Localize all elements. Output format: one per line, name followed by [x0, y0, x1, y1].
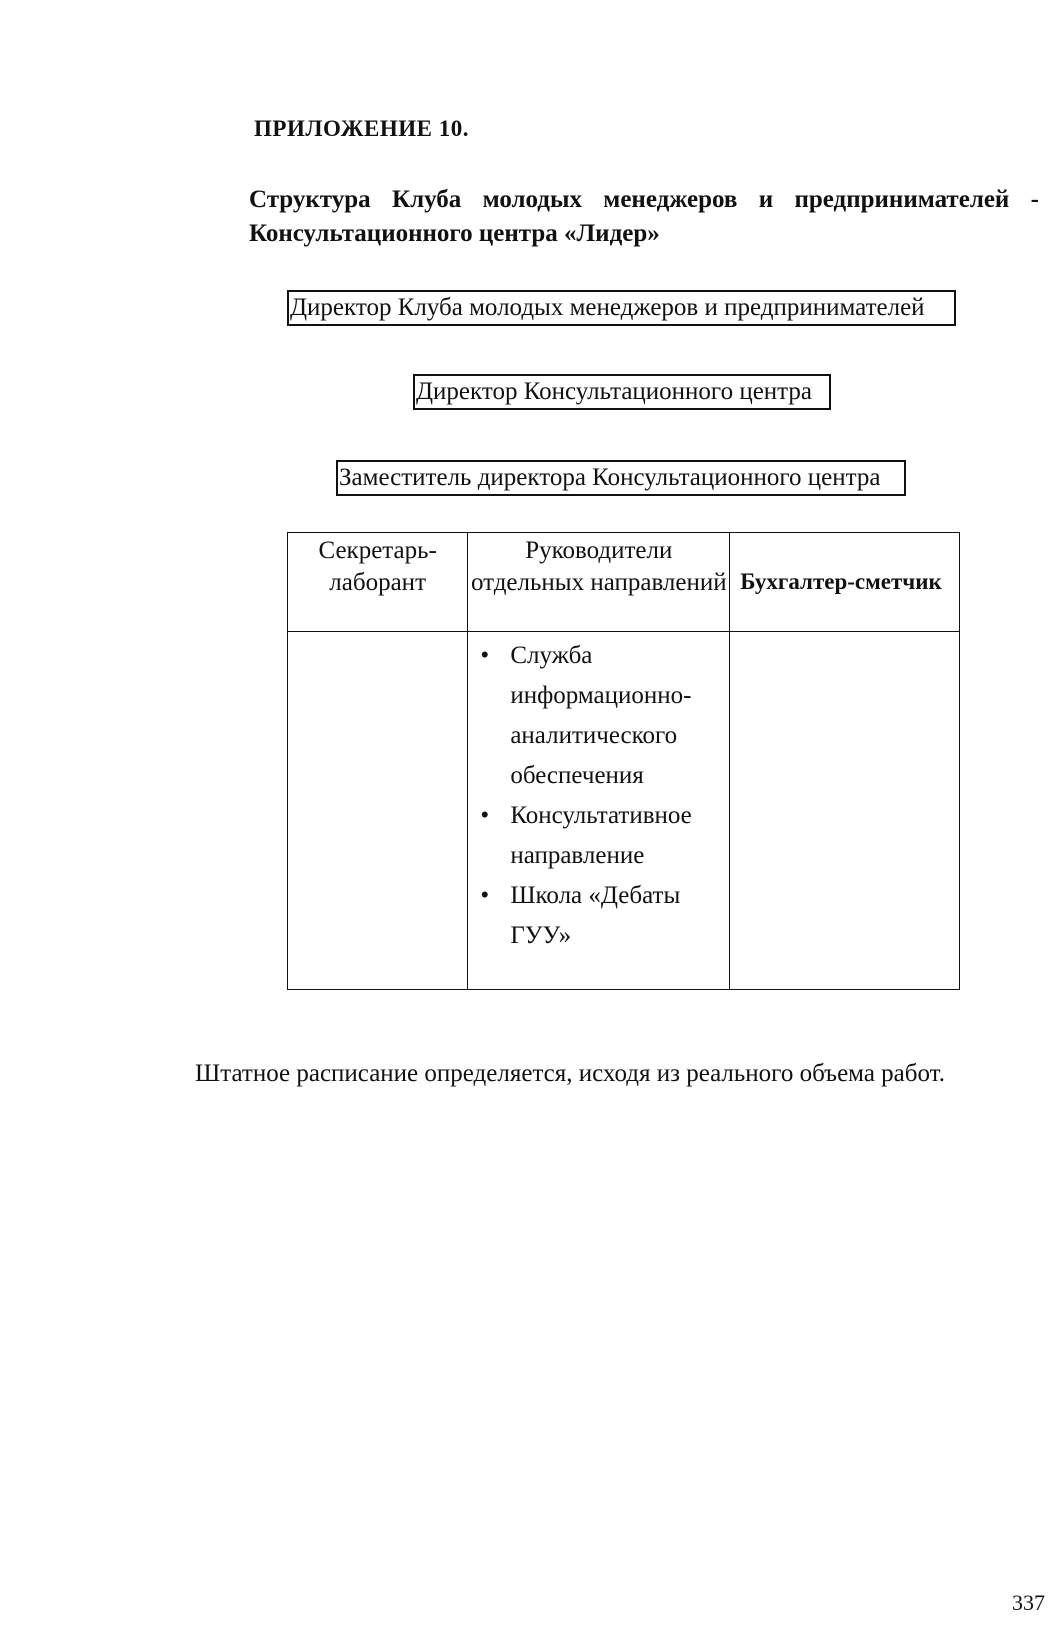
deputy-director-box: Заместитель директора Консультационного центра — [336, 460, 906, 496]
page-number: 337 — [1012, 1590, 1045, 1615]
center-director-box: Директор Консультационного центра — [413, 374, 831, 410]
directions-cell — [468, 632, 730, 990]
list-item — [468, 876, 729, 956]
document-title — [249, 183, 1039, 251]
bullet-icon: • — [480, 802, 490, 829]
staff-table — [287, 532, 960, 990]
header-secretary: Секретарь-лаборант — [288, 533, 468, 632]
appendix-label: ПРИЛОЖЕНИЕ 10. — [254, 116, 469, 141]
bullet-icon: • — [480, 642, 490, 669]
direction-label: Служба информационно-аналитического обеспечения — [510, 642, 692, 789]
list-item — [468, 796, 729, 876]
table-body-row — [288, 632, 960, 990]
document-title-line-1: Структура Клуба молодых менеджеров и предпринимателей - — [249, 186, 1039, 213]
header-direction-heads: Руководители отдельных направлений — [468, 533, 730, 632]
club-director-box: Директор Клуба молодых менеджеров и предпринимателей — [287, 290, 956, 326]
bullet-icon: • — [480, 882, 490, 909]
secretary-cell — [288, 632, 468, 990]
header-accountant: Бухгалтер-сметчик — [730, 533, 960, 632]
direction-label: Консультативное направление — [510, 802, 692, 869]
direction-label: Школа «Дебаты ГУУ» — [510, 882, 681, 949]
directions-list — [468, 636, 729, 956]
staffing-note: Штатное расписание определяется, исходя из реального объема работ. — [195, 1060, 945, 1087]
accountant-cell — [730, 632, 960, 990]
document-title-line-2: Консультационного центра «Лидер» — [249, 220, 660, 247]
table-header-row — [288, 533, 960, 632]
list-item — [468, 636, 729, 796]
